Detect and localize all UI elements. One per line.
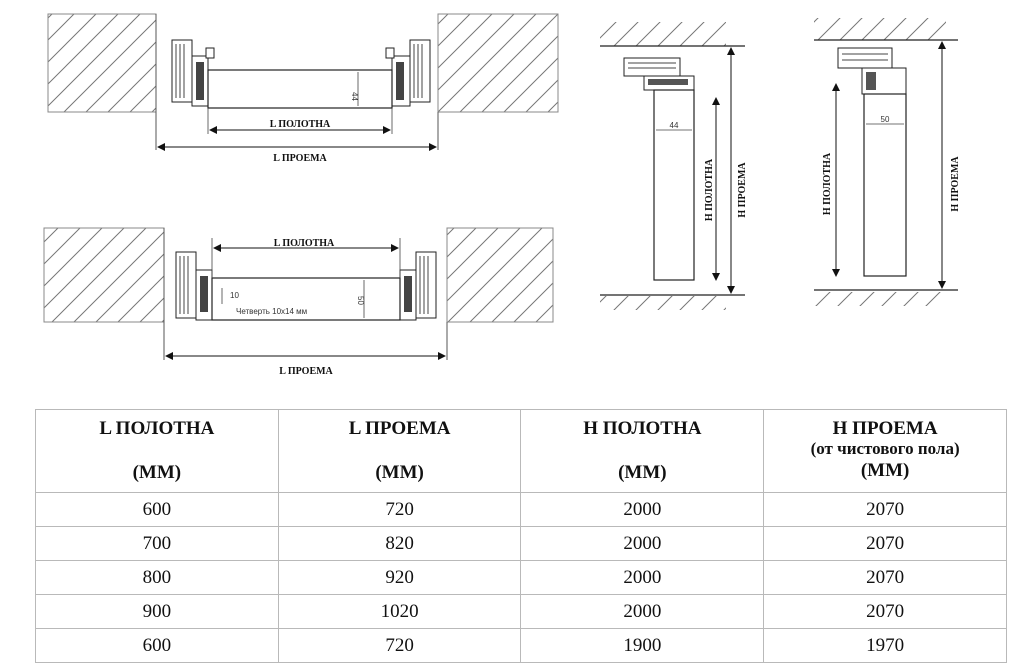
side-b-opening-height-label: Н ПРОЕМА [950, 156, 961, 212]
left-wall [48, 14, 156, 112]
side-section-a [600, 22, 748, 310]
rebate-dim: 10 [230, 291, 239, 300]
cell-opening-width: 1020 [278, 595, 521, 629]
leaf-thickness-dim: 44 [350, 92, 359, 101]
cell-leaf-height: 2000 [521, 493, 764, 527]
leaf-thickness-dim: 44 [669, 121, 679, 130]
cell-leaf-height: 2000 [521, 595, 764, 629]
ceiling [814, 18, 946, 40]
top-opening-width-label: L ПРОЕМА [273, 153, 327, 164]
cell-leaf-height: 2000 [521, 527, 764, 561]
cell-leaf-width: 900 [36, 595, 279, 629]
door-leaf [654, 90, 694, 280]
bottom-leaf-width-label: L ПОЛОТНА [273, 238, 335, 249]
cell-opening-width: 820 [278, 527, 521, 561]
floor [814, 292, 946, 306]
cell-opening-width: 720 [278, 629, 521, 663]
side-section-b [814, 18, 961, 306]
cell-opening-height: 2070 [764, 595, 1007, 629]
cell-opening-width: 920 [278, 561, 521, 595]
side-b-leaf-height-label: Н ПОЛОТНА [822, 152, 833, 216]
side-a-leaf-height-label: Н ПОЛОТНА [704, 158, 715, 222]
top-leaf-width-label: L ПОЛОТНА [269, 119, 331, 130]
cell-leaf-width: 600 [36, 629, 279, 663]
cell-opening-height: 1970 [764, 629, 1007, 663]
cell-leaf-height: 2000 [521, 561, 764, 595]
table-row [36, 629, 1007, 663]
header-leaf-height: Н ПОЛОТНА (ММ) [521, 410, 764, 493]
table-row [36, 493, 1007, 527]
table-row [36, 527, 1007, 561]
cell-opening-height: 2070 [764, 527, 1007, 561]
cell-leaf-width: 600 [36, 493, 279, 527]
header-opening-width: L ПРОЕМА (ММ) [278, 410, 521, 493]
cell-leaf-width: 700 [36, 527, 279, 561]
ceiling [600, 22, 726, 46]
table-header-row [36, 410, 1007, 493]
left-jamb [176, 252, 212, 320]
table-row [36, 595, 1007, 629]
leaf-thickness-dim: 50 [880, 115, 890, 124]
bottom-plan-view [44, 228, 553, 377]
header-leaf-width: L ПОЛОТНА (ММ) [36, 410, 279, 493]
right-wall [447, 228, 553, 322]
door-size-table [35, 409, 1007, 663]
header-opening-height: Н ПРОЕМА (от чистового пола) (ММ) [764, 410, 1007, 493]
rebate-note: Четверть 10х14 мм [236, 307, 308, 316]
side-a-opening-height-label: Н ПРОЕМА [737, 162, 748, 218]
table-row [36, 561, 1007, 595]
cell-leaf-height: 1900 [521, 629, 764, 663]
cell-opening-height: 2070 [764, 561, 1007, 595]
cell-opening-height: 2070 [764, 493, 1007, 527]
top-plan-view [48, 14, 558, 164]
left-wall [44, 228, 164, 322]
bottom-opening-width-label: L ПРОЕМА [279, 366, 333, 377]
cell-opening-width: 720 [278, 493, 521, 527]
floor [600, 296, 726, 310]
right-jamb [400, 252, 436, 320]
door-leaf [208, 70, 392, 108]
right-wall [438, 14, 558, 112]
leaf-thickness-dim: 50 [356, 296, 365, 305]
right-jamb [386, 40, 430, 106]
cell-leaf-width: 800 [36, 561, 279, 595]
